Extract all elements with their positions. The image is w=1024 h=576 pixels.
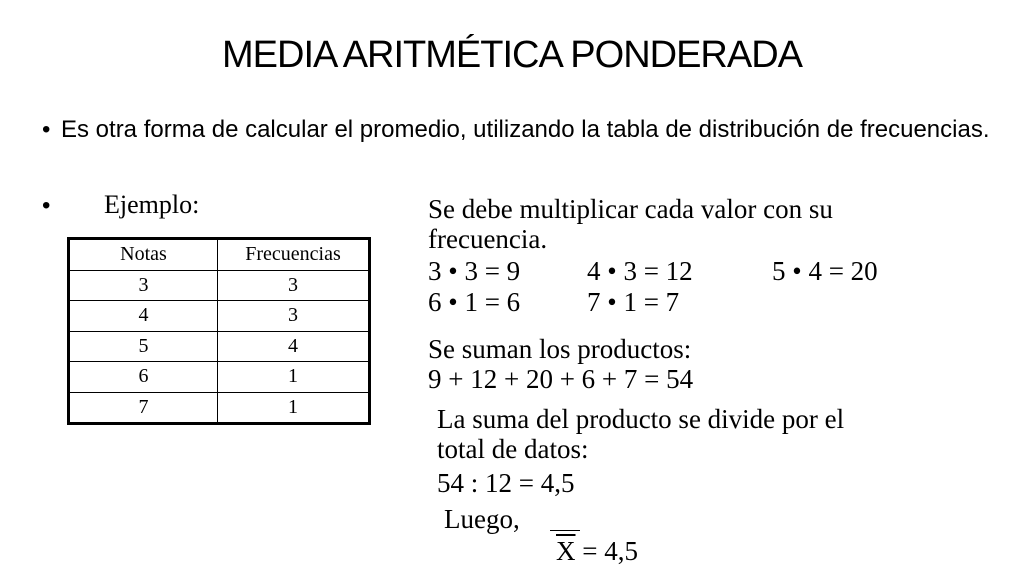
bullet-dot: • (42, 116, 51, 143)
table-cell-frecuencia: 1 (218, 392, 370, 424)
division-equation: 54 : 12 = 4,5 (437, 468, 575, 498)
table-header-row (69, 239, 370, 271)
table-row (69, 331, 370, 362)
table-row (69, 270, 370, 301)
mean-symbol: $\overline{X}$ (556, 536, 576, 566)
frequency-table (67, 237, 371, 425)
mean-result (556, 536, 638, 567)
column-header-notas: Notas (69, 239, 218, 271)
table-row (69, 301, 370, 332)
bullet-text: Es otra forma de calcular el promedio, utilizando la tabla de distribución de frecuencias. (61, 116, 990, 143)
table-cell-nota: 3 (69, 270, 218, 301)
divide-step (437, 404, 844, 464)
table-cell-nota: 5 (69, 331, 218, 362)
product-equation: 3 • 3 = 9 (428, 256, 521, 286)
table-cell-nota: 4 (69, 301, 218, 332)
table-row (69, 392, 370, 424)
slide-title: MEDIA ARITMÉTICA PONDERADA (222, 34, 802, 76)
step-text: total de datos: (437, 434, 589, 464)
step-text: frecuencia. (428, 224, 548, 254)
sum-equation: 9 + 12 + 20 + 6 + 7 = 54 (428, 364, 694, 394)
sum-step (428, 334, 693, 394)
bullet-item-intro (42, 114, 992, 145)
example-label: Ejemplo: (104, 190, 200, 219)
conclusion-text: Luego, (444, 504, 520, 534)
table-cell-frecuencia: 4 (218, 331, 370, 362)
product-equation: 6 • 1 = 6 (428, 287, 521, 317)
step-text: Se suman los productos: (428, 334, 692, 364)
product-equation: 5 • 4 = 20 (772, 256, 878, 286)
table-cell-nota: 6 (69, 362, 218, 393)
table-cell-frecuencia: 3 (218, 301, 370, 332)
product-equation: 7 • 1 = 7 (587, 287, 680, 317)
underline-decoration (550, 530, 580, 531)
table-cell-frecuencia: 1 (218, 362, 370, 393)
column-header-frecuencias: Frecuencias (218, 239, 370, 271)
step-text: La suma del producto se divide por el (437, 404, 845, 434)
table-cell-frecuencia: 3 (218, 270, 370, 301)
bullet-dot: • (42, 192, 51, 219)
multiply-step (428, 194, 833, 254)
mean-value: = 4,5 (575, 536, 638, 566)
table-cell-nota: 7 (69, 392, 218, 424)
product-equation: 4 • 3 = 12 (587, 256, 693, 286)
step-text: Se debe multiplicar cada valor con su (428, 194, 833, 224)
table-row (69, 362, 370, 393)
